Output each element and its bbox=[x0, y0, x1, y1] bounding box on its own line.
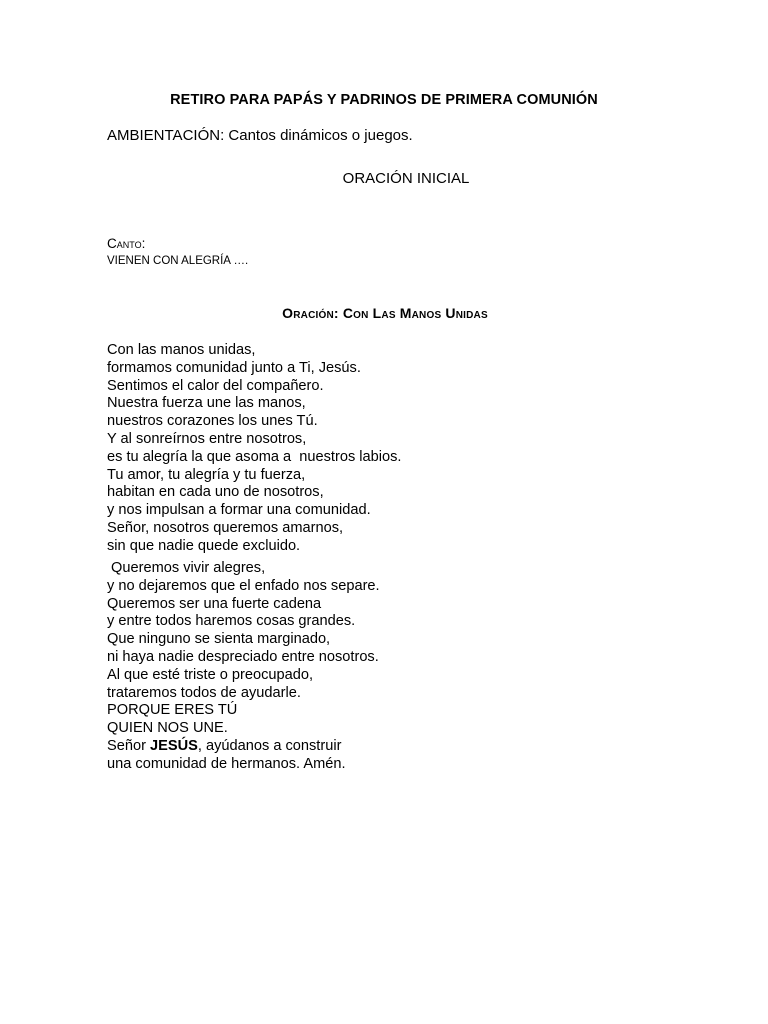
closing-prefix: Señor bbox=[107, 737, 150, 754]
prayer-line: Señor, nosotros queremos amarnos, bbox=[107, 519, 344, 536]
prayer-line: Con las manos unidas, bbox=[107, 342, 256, 358]
prayer-line: Queremos vivir alegres, bbox=[107, 560, 266, 576]
prayer-line: Y al sonreírnos entre nosotros, bbox=[107, 430, 307, 447]
prayer-line: QUIEN NOS UNE. bbox=[107, 720, 228, 737]
prayer-line: formamos comunidad junto a Ti, Jesús. bbox=[107, 359, 361, 376]
prayer-line: PORQUE ERES TÚ bbox=[107, 702, 238, 719]
ambientacion-line: AMBIENTACIÓN: Cantos dinámicos o juegos. bbox=[107, 127, 413, 144]
prayer-line: Tu amor, tu alegría y tu fuerza, bbox=[107, 466, 306, 483]
prayer-line: y nos impulsan a formar una comunidad. bbox=[107, 502, 371, 519]
prayer-line: Al que esté triste o preocupado, bbox=[107, 666, 314, 683]
prayer-line: sin que nadie quede excluido. bbox=[107, 537, 301, 554]
closing-jesus: JESÚS bbox=[150, 737, 198, 754]
prayer-line: habitan en cada uno de nosotros, bbox=[107, 484, 324, 501]
prayer-line: trataremos todos de ayudarle. bbox=[107, 684, 301, 701]
document-title: RETIRO PARA PAPÁS Y PADRINOS DE PRIMERA COMUNIÓN bbox=[170, 92, 598, 108]
prayer-line: y no dejaremos que el enfado nos separe. bbox=[107, 577, 380, 594]
prayer-line: es tu alegría la que asoma a nuestros labios. bbox=[107, 448, 402, 465]
prayer-line: nuestros corazones los unes Tú. bbox=[107, 413, 318, 430]
canto-label: Canto: bbox=[107, 236, 146, 251]
closing-suffix: , ayúdanos a construir bbox=[197, 737, 342, 754]
prayer-line: Queremos ser una fuerte cadena bbox=[107, 595, 322, 612]
prayer-line: Sentimos el calor del compañero. bbox=[107, 377, 324, 394]
prayer-line: Nuestra fuerza une las manos, bbox=[107, 395, 306, 412]
prayer-stanza-1 bbox=[107, 342, 401, 556]
prayer-stanza-2 bbox=[107, 560, 380, 774]
oracion-inicial-heading: ORACIÓN INICIAL bbox=[342, 170, 470, 187]
prayer-title: Oración: Con Las Manos Unidas bbox=[282, 305, 488, 321]
canto-song-title: VIENEN CON ALEGRÍA …. bbox=[107, 255, 249, 267]
prayer-line: una comunidad de hermanos. Amén. bbox=[107, 755, 346, 772]
prayer-line: Que ninguno se sienta marginado, bbox=[107, 631, 331, 648]
prayer-line: y entre todos haremos cosas grandes. bbox=[107, 613, 356, 630]
prayer-line: ni haya nadie despreciado entre nosotros. bbox=[107, 648, 379, 665]
closing-line bbox=[107, 738, 380, 756]
